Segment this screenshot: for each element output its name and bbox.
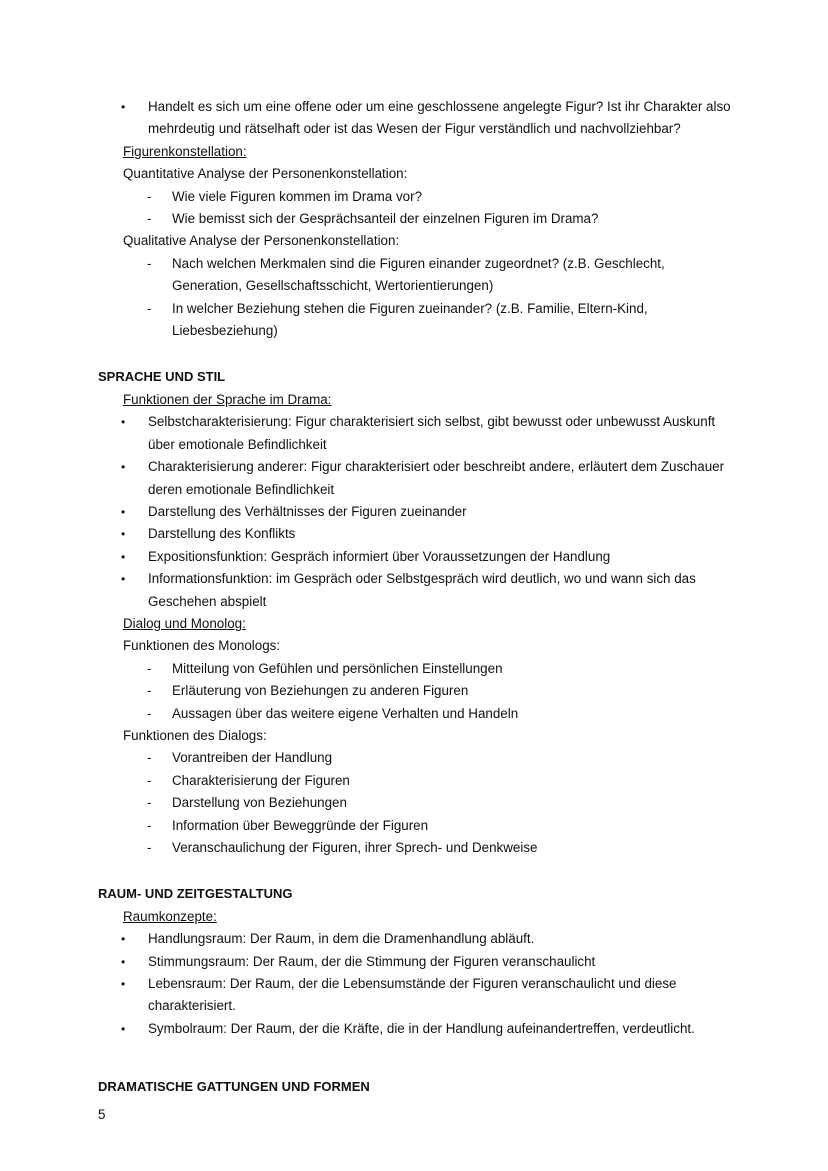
bullet-text: Handlungsraum: Der Raum, in dem die Dramenhandlung abläuft.: [148, 931, 535, 947]
dash-marker: -: [147, 188, 152, 204]
dialog-label: Funktionen des Dialogs:: [123, 727, 267, 743]
dash-text: Mitteilung von Gefühlen und persönlichen Einstellungen: [172, 660, 503, 676]
quantitative-analyse-label: Quantitative Analyse der Personenkonstellation:: [123, 166, 408, 182]
dash-text: Vorantreiben der Handlung: [172, 750, 333, 766]
page-number: 5: [98, 1107, 106, 1122]
dash-marker: -: [147, 683, 152, 699]
dash-text: Aussagen über das weitere eigene Verhalten und Handeln: [172, 705, 519, 721]
dash-marker: -: [147, 750, 152, 766]
bullet-item: [0, 96, 828, 141]
section-subtitle-raumkonzepte: Raumkonzepte:: [123, 908, 217, 924]
bullet-text: Darstellung des Verhältnisses der Figuren zueinander: [148, 503, 467, 519]
dash-marker: -: [147, 211, 152, 227]
dash-text: Wie bemisst sich der Gesprächsanteil der einzelnen Figuren im Drama?: [172, 211, 599, 227]
bullet-text: Stimmungsraum: Der Raum, der die Stimmung der Figuren veranschaulicht: [148, 953, 596, 969]
bullet-text: Symbolraum: Der Raum, der die Kräfte, die in der Handlung aufeinandertreffen, verdeutlicht.: [148, 1020, 695, 1036]
monolog-label: Funktionen des Monologs:: [123, 638, 281, 654]
dash-marker: -: [147, 660, 152, 676]
section-subtitle-dialog-monolog: Dialog und Monolog:: [123, 615, 246, 631]
bullet-item: [0, 411, 828, 456]
bullet-item: [0, 546, 828, 568]
dash-marker: -: [147, 840, 152, 855]
bullet-marker: •: [121, 572, 126, 587]
bullet-item: [0, 973, 828, 1018]
dash-item: [0, 298, 828, 343]
dash-item: [0, 792, 828, 814]
bullet-item: [0, 523, 828, 545]
dash-item: [0, 208, 828, 230]
bullet-text: Expositionsfunktion: Gespräch informiert über Voraussetzungen der Handlung: [148, 548, 611, 564]
bullet-text: Handelt es sich um eine offene oder um eine geschlossene angelegte Figur? Ist ihr Charakter also mehrdeutig und rätselhaft oder ist das Wesen der Figur verständlich und nachvollziehbar?: [148, 99, 731, 137]
dash-item: [0, 815, 828, 837]
dash-marker: -: [147, 300, 152, 316]
bullet-marker: •: [121, 1021, 126, 1036]
bullet-marker: •: [121, 527, 126, 542]
bullet-marker: •: [121, 415, 126, 430]
section-heading-sprache: SPRACHE UND STIL: [98, 369, 226, 385]
bullet-text: Lebensraum: Der Raum, der die Lebensumstände der Figuren veranschaulicht und diese charakterisiert.: [148, 976, 677, 1014]
qualitative-analyse-label: Qualitative Analyse der Personenkonstellation:: [123, 233, 400, 249]
bullet-item: [0, 501, 828, 523]
dash-text: Veranschaulichung der Figuren, ihrer Sprech- und Denkweise: [172, 840, 538, 855]
dash-item: [0, 770, 828, 792]
dash-text: Darstellung von Beziehungen: [172, 795, 347, 811]
dash-text: Nach welchen Merkmalen sind die Figuren einander zugeordnet? (z.B. Geschlecht, Generation, Gesellschaftsschicht, Wertorientierungen): [172, 255, 665, 294]
section-heading-gattungen: DRAMATISCHE GATTUNGEN UND FORMEN: [98, 1079, 370, 1095]
bullet-marker: •: [121, 460, 126, 475]
bullet-marker: •: [121, 100, 126, 114]
dash-marker: -: [147, 255, 152, 271]
bullet-marker: •: [121, 954, 126, 969]
section-subtitle-figurenkonstellation: Figurenkonstellation:: [123, 143, 247, 159]
dash-text: Wie viele Figuren kommen im Drama vor?: [172, 188, 423, 204]
dash-text: In welcher Beziehung stehen die Figuren zueinander? (z.B. Familie, Eltern-Kind, Liebesbeziehung): [172, 300, 648, 339]
dash-marker: -: [147, 795, 152, 811]
dash-text: Charakterisierung der Figuren: [172, 772, 350, 788]
bullet-text: Selbstcharakterisierung: Figur charakterisiert sich selbst, gibt bewusst oder unbewusst Auskunft über emotionale Befindlichkeit: [148, 414, 716, 452]
dash-item: [0, 680, 828, 702]
dash-text: Erläuterung von Beziehungen zu anderen Figuren: [172, 683, 469, 699]
bullet-item: [0, 951, 828, 973]
bullet-item: [0, 456, 828, 501]
dash-item: [0, 747, 828, 769]
dash-item: [0, 253, 828, 298]
bullet-marker: •: [121, 504, 126, 519]
bullet-item: [0, 568, 828, 613]
dash-marker: -: [147, 705, 152, 721]
bullet-marker: •: [121, 549, 126, 564]
bullet-text: Charakterisierung anderer: Figur charakterisiert oder beschreibt andere, erläutert dem Zuschauer deren emotionale Befindlichkeit: [148, 459, 725, 497]
document-page: [0, 96, 828, 1099]
dash-marker: -: [147, 817, 152, 833]
bullet-marker: •: [121, 977, 126, 992]
dash-text: Information über Beweggründe der Figuren: [172, 817, 429, 833]
bullet-item: [0, 928, 828, 950]
bullet-marker: •: [121, 932, 126, 947]
dash-item: [0, 658, 828, 680]
bullet-text: Darstellung des Konflikts: [148, 526, 296, 542]
dash-item: [0, 837, 828, 859]
dash-item: [0, 186, 828, 208]
section-subtitle-funktionen: Funktionen der Sprache im Drama:: [123, 391, 332, 407]
dash-item: [0, 703, 828, 725]
bullet-item: [0, 1018, 828, 1040]
section-heading-raum: RAUM- UND ZEITGESTALTUNG: [98, 886, 293, 902]
bullet-text: Informationsfunktion: im Gespräch oder Selbstgespräch wird deutlich, wo und wann sich das Geschehen abspielt: [148, 571, 696, 609]
dash-marker: -: [147, 772, 152, 788]
